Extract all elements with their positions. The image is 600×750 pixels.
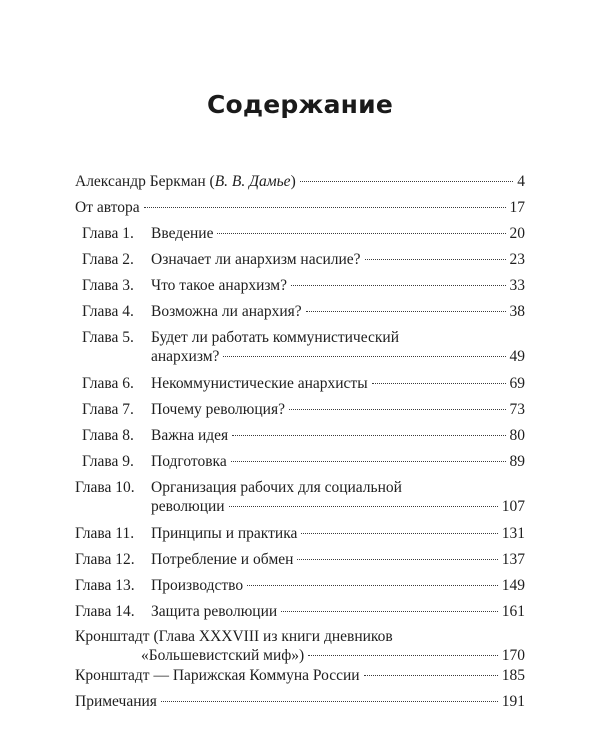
toc-page-number: 69 <box>509 375 525 392</box>
toc-page-number: 17 <box>509 199 525 216</box>
toc-entry-author: В. В. Дамье <box>214 173 291 190</box>
toc-entry-title: Введение <box>151 225 214 242</box>
dot-leader <box>229 506 498 507</box>
toc-entry-chapter-5[interactable] <box>82 328 525 348</box>
toc-entry-title: Что такое анархизм? <box>151 277 287 294</box>
toc-entry-kronstadt-diary[interactable] <box>75 627 525 647</box>
toc-entry-title: Почему революция? <box>151 401 285 418</box>
toc-entry-berkman[interactable] <box>75 172 525 192</box>
toc-entry-title: Александр Беркман (В. В. Дамье) <box>75 173 296 190</box>
toc-entry-title: революции <box>151 498 225 515</box>
toc-entry-title: Возможна ли анархия? <box>151 303 302 320</box>
toc-chapter-number: Глава 1. <box>82 225 134 242</box>
toc-chapter-number: Глава 10. <box>75 479 135 496</box>
toc-page-number: 191 <box>501 693 525 710</box>
toc-entry-chapter-12[interactable] <box>75 550 525 570</box>
toc-entry-title: Организация рабочих для социальной <box>151 479 402 496</box>
toc-page-number: 23 <box>509 251 525 268</box>
toc-page-number: 73 <box>509 401 525 418</box>
toc-entry-title: Примечания <box>75 693 157 710</box>
toc-chapter-number: Глава 14. <box>75 603 135 620</box>
toc-entry-from-author[interactable] <box>75 198 525 218</box>
toc-entry-chapter-14[interactable] <box>75 602 525 622</box>
dot-leader <box>217 233 505 234</box>
toc-entry-chapter-9[interactable] <box>82 452 525 472</box>
toc-page-number: 149 <box>501 577 525 594</box>
dot-leader <box>364 675 498 676</box>
toc-page-number: 137 <box>501 551 525 568</box>
toc-chapter-number: Глава 11. <box>75 525 135 542</box>
toc-entry-title: Защита революции <box>151 603 278 620</box>
dot-leader <box>144 207 506 208</box>
toc-entry-chapter-3[interactable] <box>82 276 525 296</box>
dot-leader <box>231 461 506 462</box>
dot-leader <box>223 356 505 357</box>
toc-entry-chapter-1[interactable] <box>82 224 525 244</box>
dot-leader <box>289 409 506 410</box>
toc-chapter-number: Глава 5. <box>82 329 134 346</box>
toc-entry-title: Производство <box>151 577 244 594</box>
toc-page-number: 185 <box>501 667 525 684</box>
toc-entry-title: От автора <box>75 199 140 216</box>
toc-chapter-number: Глава 6. <box>82 375 134 392</box>
toc-entry-chapter-11[interactable] <box>75 524 525 544</box>
toc-entry-chapter-8[interactable] <box>82 426 525 446</box>
toc-page-number: 38 <box>509 303 525 320</box>
toc-entry-title: Будет ли работать коммунистический <box>151 329 399 346</box>
toc-entry-chapter-5-continuation[interactable] <box>151 347 525 367</box>
toc-entry-notes[interactable] <box>75 692 525 712</box>
dot-leader <box>308 655 498 656</box>
toc-chapter-number: Глава 7. <box>82 401 134 418</box>
dot-leader <box>232 435 505 436</box>
toc-chapter-number: Глава 8. <box>82 427 134 444</box>
toc-page-number: 161 <box>501 603 525 620</box>
dot-leader <box>291 285 506 286</box>
toc-entry-chapter-10[interactable] <box>75 478 525 498</box>
dot-leader <box>161 701 498 702</box>
dot-leader <box>365 259 506 260</box>
toc-page-number: 49 <box>509 348 525 365</box>
toc-page-number: 80 <box>509 427 525 444</box>
dot-leader <box>372 383 506 384</box>
toc-entry-chapter-6[interactable] <box>82 374 525 394</box>
dot-leader <box>281 611 498 612</box>
toc-page-number: 131 <box>501 525 525 542</box>
toc-entry-title: «Большевистский миф») <box>141 647 305 664</box>
toc-page-number: 107 <box>501 498 525 515</box>
dot-leader <box>306 311 506 312</box>
dot-leader <box>297 559 497 560</box>
toc-page-number: 33 <box>509 277 525 294</box>
toc-entry-chapter-10-continuation[interactable] <box>151 497 525 517</box>
toc-chapter-number: Глава 3. <box>82 277 134 294</box>
toc-entry-title: Означает ли анархизм насилие? <box>151 251 361 268</box>
toc-entry-chapter-2[interactable] <box>82 250 525 270</box>
toc-chapter-number: Глава 9. <box>82 453 134 470</box>
toc-entry-title: Потребление и обмен <box>151 551 294 568</box>
toc-page-number: 4 <box>517 173 525 190</box>
toc-chapter-number: Глава 12. <box>75 551 135 568</box>
toc-chapter-number: Глава 2. <box>82 251 134 268</box>
toc-chapter-number: Глава 13. <box>75 577 135 594</box>
toc-entry-kronstadt-commune[interactable] <box>75 666 525 686</box>
toc-page-number: 170 <box>501 647 525 664</box>
toc-page-number: 89 <box>509 453 525 470</box>
dot-leader <box>301 533 497 534</box>
toc-entry-chapter-7[interactable] <box>82 400 525 420</box>
toc-entry-title: анархизм? <box>151 348 220 365</box>
toc-entry-title: Подготовка <box>151 453 227 470</box>
toc-entry-title: Важна идея <box>151 427 229 444</box>
toc-entry-kronstadt-diary-continuation[interactable] <box>141 646 525 666</box>
dot-leader <box>247 585 498 586</box>
toc-entry-chapter-4[interactable] <box>82 302 525 322</box>
page-title: Содержание <box>206 90 394 119</box>
toc-entry-title: Кронштадт (Глава XXXVIII из книги дневников <box>75 628 393 645</box>
toc-entry-title: Принципы и практика <box>151 525 298 542</box>
toc-entry-title: Кронштадт — Парижская Коммуна России <box>75 667 360 684</box>
toc-entry-chapter-13[interactable] <box>75 576 525 596</box>
toc-chapter-number: Глава 4. <box>82 303 134 320</box>
dot-leader <box>300 181 514 182</box>
toc-entry-title: Некоммунистические анархисты <box>151 375 368 392</box>
toc-page-number: 20 <box>509 225 525 242</box>
